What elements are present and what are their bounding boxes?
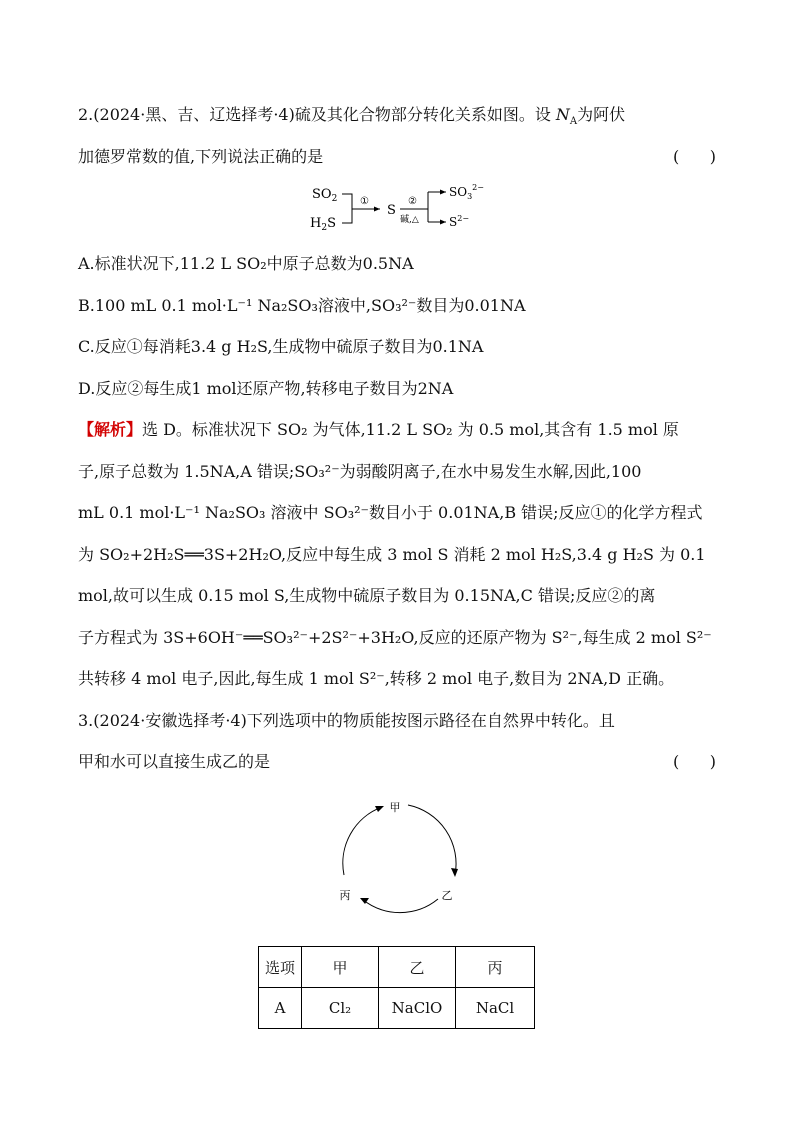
condition-label: 碱,△ (400, 215, 419, 225)
analysis-line-1: 【解析】选 D。标准状况下 SO₂ 为气体,11.2 L SO₂ 为 0.5 mol,其含有 1.5 mol 原 (78, 420, 679, 439)
table-cell: Cl₂ (302, 988, 379, 1029)
cycle-arrow-left-top (343, 807, 382, 875)
diagram-h2s: $H_2S$ (310, 216, 336, 233)
option-b: B.100 mL 0.1 mol·L⁻¹ Na₂SO₃溶液中,SO₃²⁻数目为0.01NA (78, 296, 526, 315)
table-header-cell: 甲 (302, 947, 379, 988)
q3-stem-line-2: 甲和水可以直接生成乙的是 (78, 752, 271, 771)
q2-stem-line-2: 加德罗常数的值,下列说法正确的是 (78, 147, 324, 166)
cycle-node-jia: 甲 (389, 801, 401, 814)
table-header-cell: 选项 (259, 947, 302, 988)
table-header-row (259, 947, 535, 988)
cycle-arrowhead-1 (451, 868, 458, 877)
analysis-line-6: 子方程式为 3S+6OH⁻══SO₃²⁻+2S²⁻+3H₂O,反应的还原产物为 S²⁻,每生成 2 mol S²⁻ (78, 628, 712, 647)
option-d: D.反应②每生成1 mol还原产物,转移电子数目为2NA (78, 379, 454, 398)
cycle-node-bing: 丙 (339, 889, 351, 902)
q3-stem-line-1: 3.(2024·安徽选择考·4)下列选项中的物质能按图示路径在自然界中转化。且 (78, 711, 615, 730)
diagram-s: S (387, 203, 396, 218)
step-1-label: ① (360, 196, 369, 207)
arrowhead-2b (440, 220, 446, 225)
table-header-cell: 丙 (456, 947, 535, 988)
table-header-cell: 乙 (379, 947, 456, 988)
option-a: A.标准状况下,11.2 L SO₂中原子总数为0.5NA (78, 254, 414, 273)
table-cell: A (259, 988, 302, 1029)
option-c: C.反应①每消耗3.4 g H₂S,生成物中硫原子数目为0.1NA (78, 337, 484, 356)
cycle-arrow-bottom (362, 899, 438, 913)
step-2-label: ② (408, 196, 417, 207)
analysis-line-3: mL 0.1 mol·L⁻¹ Na₂SO₃ 溶液中 SO₃²⁻数目小于 0.01NA,B 错误;反应①的化学方程式 (78, 503, 703, 522)
q3-answer-paren: ( ) (673, 752, 716, 771)
table-cell: NaCl (456, 988, 535, 1029)
analysis-tag: 【解析】 (78, 420, 143, 439)
analysis-line-5: mol,故可以生成 0.15 mol S,生成物中硫原子数目为 0.15NA,C 错误;反应②的离 (78, 586, 656, 605)
analysis-line-7: 共转移 4 mol 电子,因此,每生成 1 mol S²⁻,转移 2 mol 电子,数目为 2NA,D 正确。 (78, 669, 675, 688)
product-so3: $SO_3^{2-}$ (449, 183, 484, 201)
options-table (258, 946, 535, 1029)
arrowhead-1 (374, 207, 380, 212)
cycle-arrow-top-right (408, 805, 456, 875)
bracket-line (342, 194, 352, 223)
sulfur-conversion-diagram (300, 182, 520, 234)
arrowhead-2a (440, 190, 446, 195)
q2-answer-paren: ( ) (673, 147, 716, 166)
analysis-line-4: 为 SO₂+2H₂S══3S+2H₂O,反应中每生成 3 mol S 消耗 2 mol H₂S,3.4 g H₂S 为 0.1 (78, 545, 706, 564)
analysis-line-2: 子,原子总数为 1.5NA,A 错误;SO₃²⁻为弱酸阴离子,在水中易发生水解,因此,100 (78, 462, 642, 481)
q2-stem-line-1: 2.(2024·黑、吉、辽选择考·4)硫及其化合物部分转化关系如图。设 $N_A$为阿伏 (78, 105, 626, 128)
product-s2: $S^{2-}$ (449, 214, 470, 229)
table-cell: NaClO (379, 988, 456, 1029)
cycle-diagram (320, 795, 480, 930)
cycle-node-yi: 乙 (441, 889, 453, 902)
table-row (259, 988, 535, 1029)
diagram-so2: $SO_2$ (312, 187, 338, 204)
